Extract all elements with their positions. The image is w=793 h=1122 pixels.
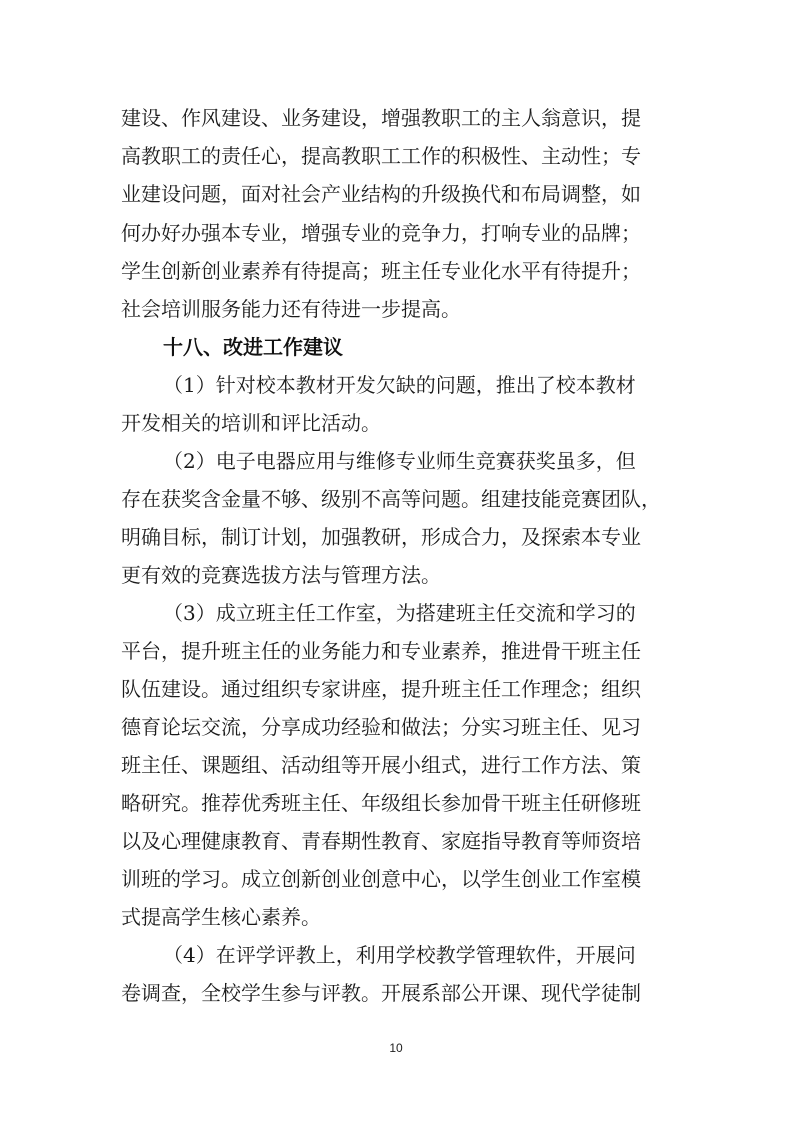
paragraph-line: 略研究。推荐优秀班主任、年级组长参加骨干班主任研修班: [121, 791, 641, 815]
paragraph-line: 社会培训服务能力还有待进一步提高。: [121, 297, 461, 321]
paragraph-line: （4）在评学评教上，利用学校教学管理软件，开展问: [163, 943, 636, 967]
page-number: 10: [389, 1041, 403, 1055]
paragraph-line: 德育论坛交流，分享成功经验和做法；分实习班主任、见习: [121, 715, 641, 739]
paragraph-line: 学生创新创业素养有待提高；班主任专业化水平有待提升；: [121, 259, 641, 283]
paragraph-line: 队伍建设。通过组织专家讲座，提升班主任工作理念；组织: [121, 677, 641, 701]
paragraph-line: 建设、作风建设、业务建设，增强教职工的主人翁意识，提: [121, 106, 641, 130]
paragraph-line: 式提高学生核心素养。: [121, 905, 321, 929]
paragraph-line: 明确目标，制订计划，加强教研，形成合力，及探索本专业: [121, 525, 641, 549]
paragraph-line: 何办好办强本专业，增强专业的竞争力，打响专业的品牌；: [121, 221, 641, 245]
paragraph-line: （1）针对校本教材开发欠缺的问题，推出了校本教材: [163, 373, 636, 397]
paragraph-line: 班主任、课题组、活动组等开展小组式，进行工作方法、策: [121, 753, 641, 777]
paragraph-line: 卷调查，全校学生参与评教。开展系部公开课、现代学徒制: [121, 981, 641, 1005]
paragraph-line: 开发相关的培训和评比活动。: [121, 411, 381, 435]
paragraph-line: 存在获奖含金量不够、级别不高等问题。组建技能竞赛团队，: [121, 487, 661, 511]
paragraph-line: 高教职工的责任心，提高教职工工作的积极性、主动性；专: [121, 144, 641, 168]
section-heading: 十八、改进工作建议: [163, 335, 343, 359]
paragraph-line: （3）成立班主任工作室，为搭建班主任交流和学习的: [163, 601, 636, 625]
paragraph-line: 训班的学习。成立创新创业创意中心，以学生创业工作室模: [121, 867, 641, 891]
paragraph-line: 平台，提升班主任的业务能力和专业素养，推进骨干班主任: [121, 639, 641, 663]
paragraph-line: （2）电子电器应用与维修专业师生竞赛获奖虽多，但: [163, 449, 636, 473]
paragraph-line: 以及心理健康教育、青春期性教育、家庭指导教育等师资培: [121, 829, 641, 853]
paragraph-line: 业建设问题，面对社会产业结构的升级换代和布局调整，如: [121, 182, 641, 206]
paragraph-line: 更有效的竞赛选拔方法与管理方法。: [121, 563, 441, 587]
